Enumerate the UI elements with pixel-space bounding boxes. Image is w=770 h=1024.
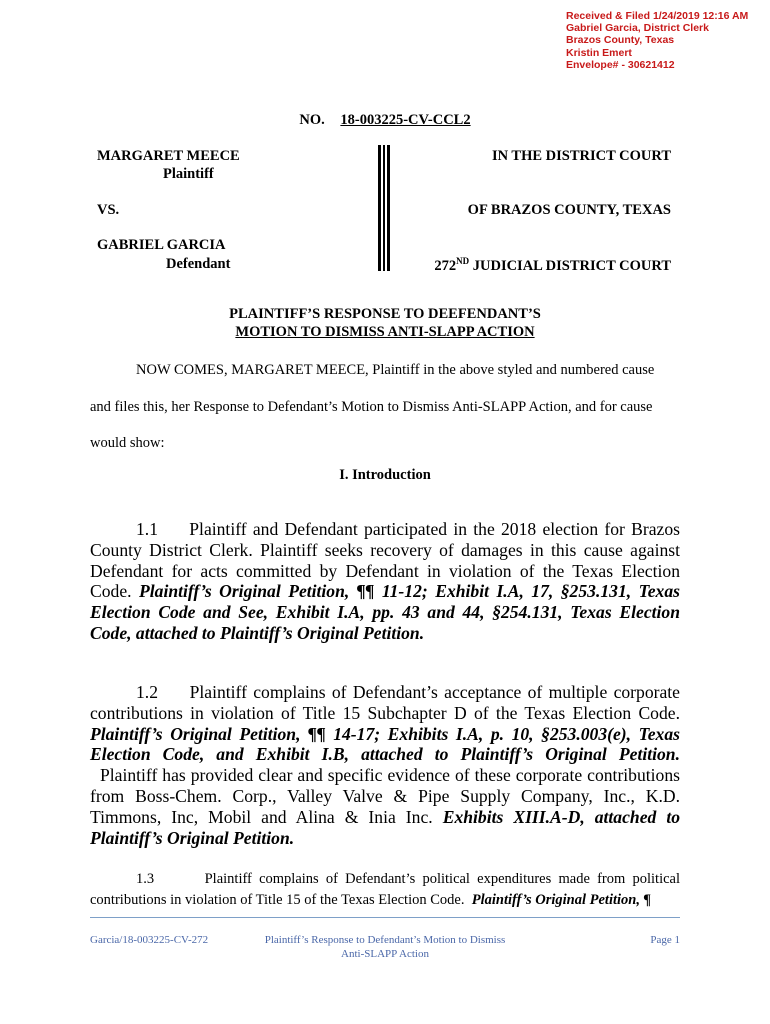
paragraph-text: Plaintiff complains of Defendant’s acceptance of multiple corporate contributions in violation of Title 15 Subchapter D of the Texas Election Code. [90, 682, 680, 723]
citation: Plaintiff’s Original Petition, ¶ [471, 892, 651, 908]
caption-divider-bar [383, 145, 385, 271]
court-line-1: IN THE DISTRICT COURT [491, 148, 671, 164]
stamp-line: Received & Filed 1/24/2019 12:16 AM [566, 10, 749, 22]
paragraph-text: Plaintiff complains of Defendant’s political expenditures made from political contributions in violation of Title 15 of the Texas Election Code. [90, 871, 680, 908]
paragraph-number: 1.2 [136, 682, 158, 702]
footer-center-line: Plaintiff’s Response to Defendant’s Motion to Dismiss [264, 934, 506, 946]
court-name: JUDICIAL DISTRICT COURT [469, 257, 671, 274]
stamp-line: Brazos County, Texas [566, 34, 675, 47]
cause-number-value: 18-003225-CV-CCL2 [340, 112, 471, 128]
plaintiff-role: Plaintiff [163, 166, 214, 182]
paragraph-1-3 [90, 869, 680, 911]
intro-line: NOW COMES, MARGARET MEECE, Plaintiff in the above styled and numbered cause [136, 362, 655, 378]
title-line: PLAINTIFF’S RESPONSE TO DEEFENDANT’S [229, 306, 541, 322]
citation: Plaintiff’s Original Petition, ¶¶ 11-12; Exhibit I.A, 17, §253.131, Texas Election Code and See, Exhibit I.A, pp. 43 and 44, §254.131, Texas Election Code, attached to Plaintiff’s Original Petition. [90, 581, 680, 643]
court-line-3 [434, 256, 671, 275]
defendant-name: GABRIEL GARCIA [97, 237, 226, 253]
section-heading: I. Introduction [339, 467, 431, 483]
paragraph-number: 1.3 [136, 871, 155, 887]
plaintiff-name: MARGARET MEECE [97, 148, 240, 164]
court-line-2: OF BRAZOS COUNTY, TEXAS [467, 202, 671, 218]
caption-divider-bar [387, 145, 390, 271]
efiling-stamp [566, 10, 748, 71]
stamp-line: Envelope# - 30621412 [566, 58, 675, 71]
footer-rule [90, 917, 680, 918]
cause-label: NO. [299, 112, 325, 128]
page-number: Page 1 [650, 934, 680, 946]
document-title [0, 305, 770, 341]
cause-number [0, 112, 770, 129]
paragraph-text: Plaintiff and Defendant participated in the 2018 election for Brazos County District Clerk. Plaintiff seeks recovery of damages in this cause against Defendant for acts committed by Defendant in violation of the Texas Election Code. [90, 519, 681, 602]
defendant-role: Defendant [166, 256, 231, 272]
footer-center-line: Anti-SLAPP Action [341, 947, 429, 960]
court-number-suffix: ND [456, 256, 470, 266]
citation: Plaintiff’s Original Petition, ¶¶ 14-17; Exhibits I.A, p. 10, §253.003(e), Texas Election Code, and Exhibit I.B, attached to Plaintiff’s Original Petition. [90, 723, 680, 765]
paragraph-text: Plaintiff has provided clear and specific evidence of these corporate contributions from Boss-Chem. Corp., Valley Valve & Pipe Supply Company, Inc., K.D. Timmons, Inc, Mobil and Alina & Inia Inc. [90, 765, 680, 827]
caption-divider-bar [378, 145, 381, 271]
stamp-line: Gabriel Garcia, District Clerk [566, 22, 709, 35]
paragraph-1-1 [90, 519, 680, 644]
intro-line: and files this, her Response to Defendant’s Motion to Dismiss Anti-SLAPP Action, and for cause [90, 399, 653, 415]
versus-label: VS. [97, 202, 120, 218]
paragraph-1-2 [90, 682, 680, 848]
intro-line: would show: [90, 435, 165, 451]
stamp-line: Kristin Emert [566, 46, 632, 59]
paragraph-number: 1.1 [136, 519, 158, 539]
citation: Exhibits XIII.A-D, attached to Plaintiff’s Original Petition. [90, 806, 681, 848]
title-line: MOTION TO DISMISS ANTI-SLAPP ACTION [235, 324, 535, 340]
court-number: 272 [434, 257, 457, 274]
footer-left: Garcia/18-003225-CV-272 [90, 934, 209, 946]
